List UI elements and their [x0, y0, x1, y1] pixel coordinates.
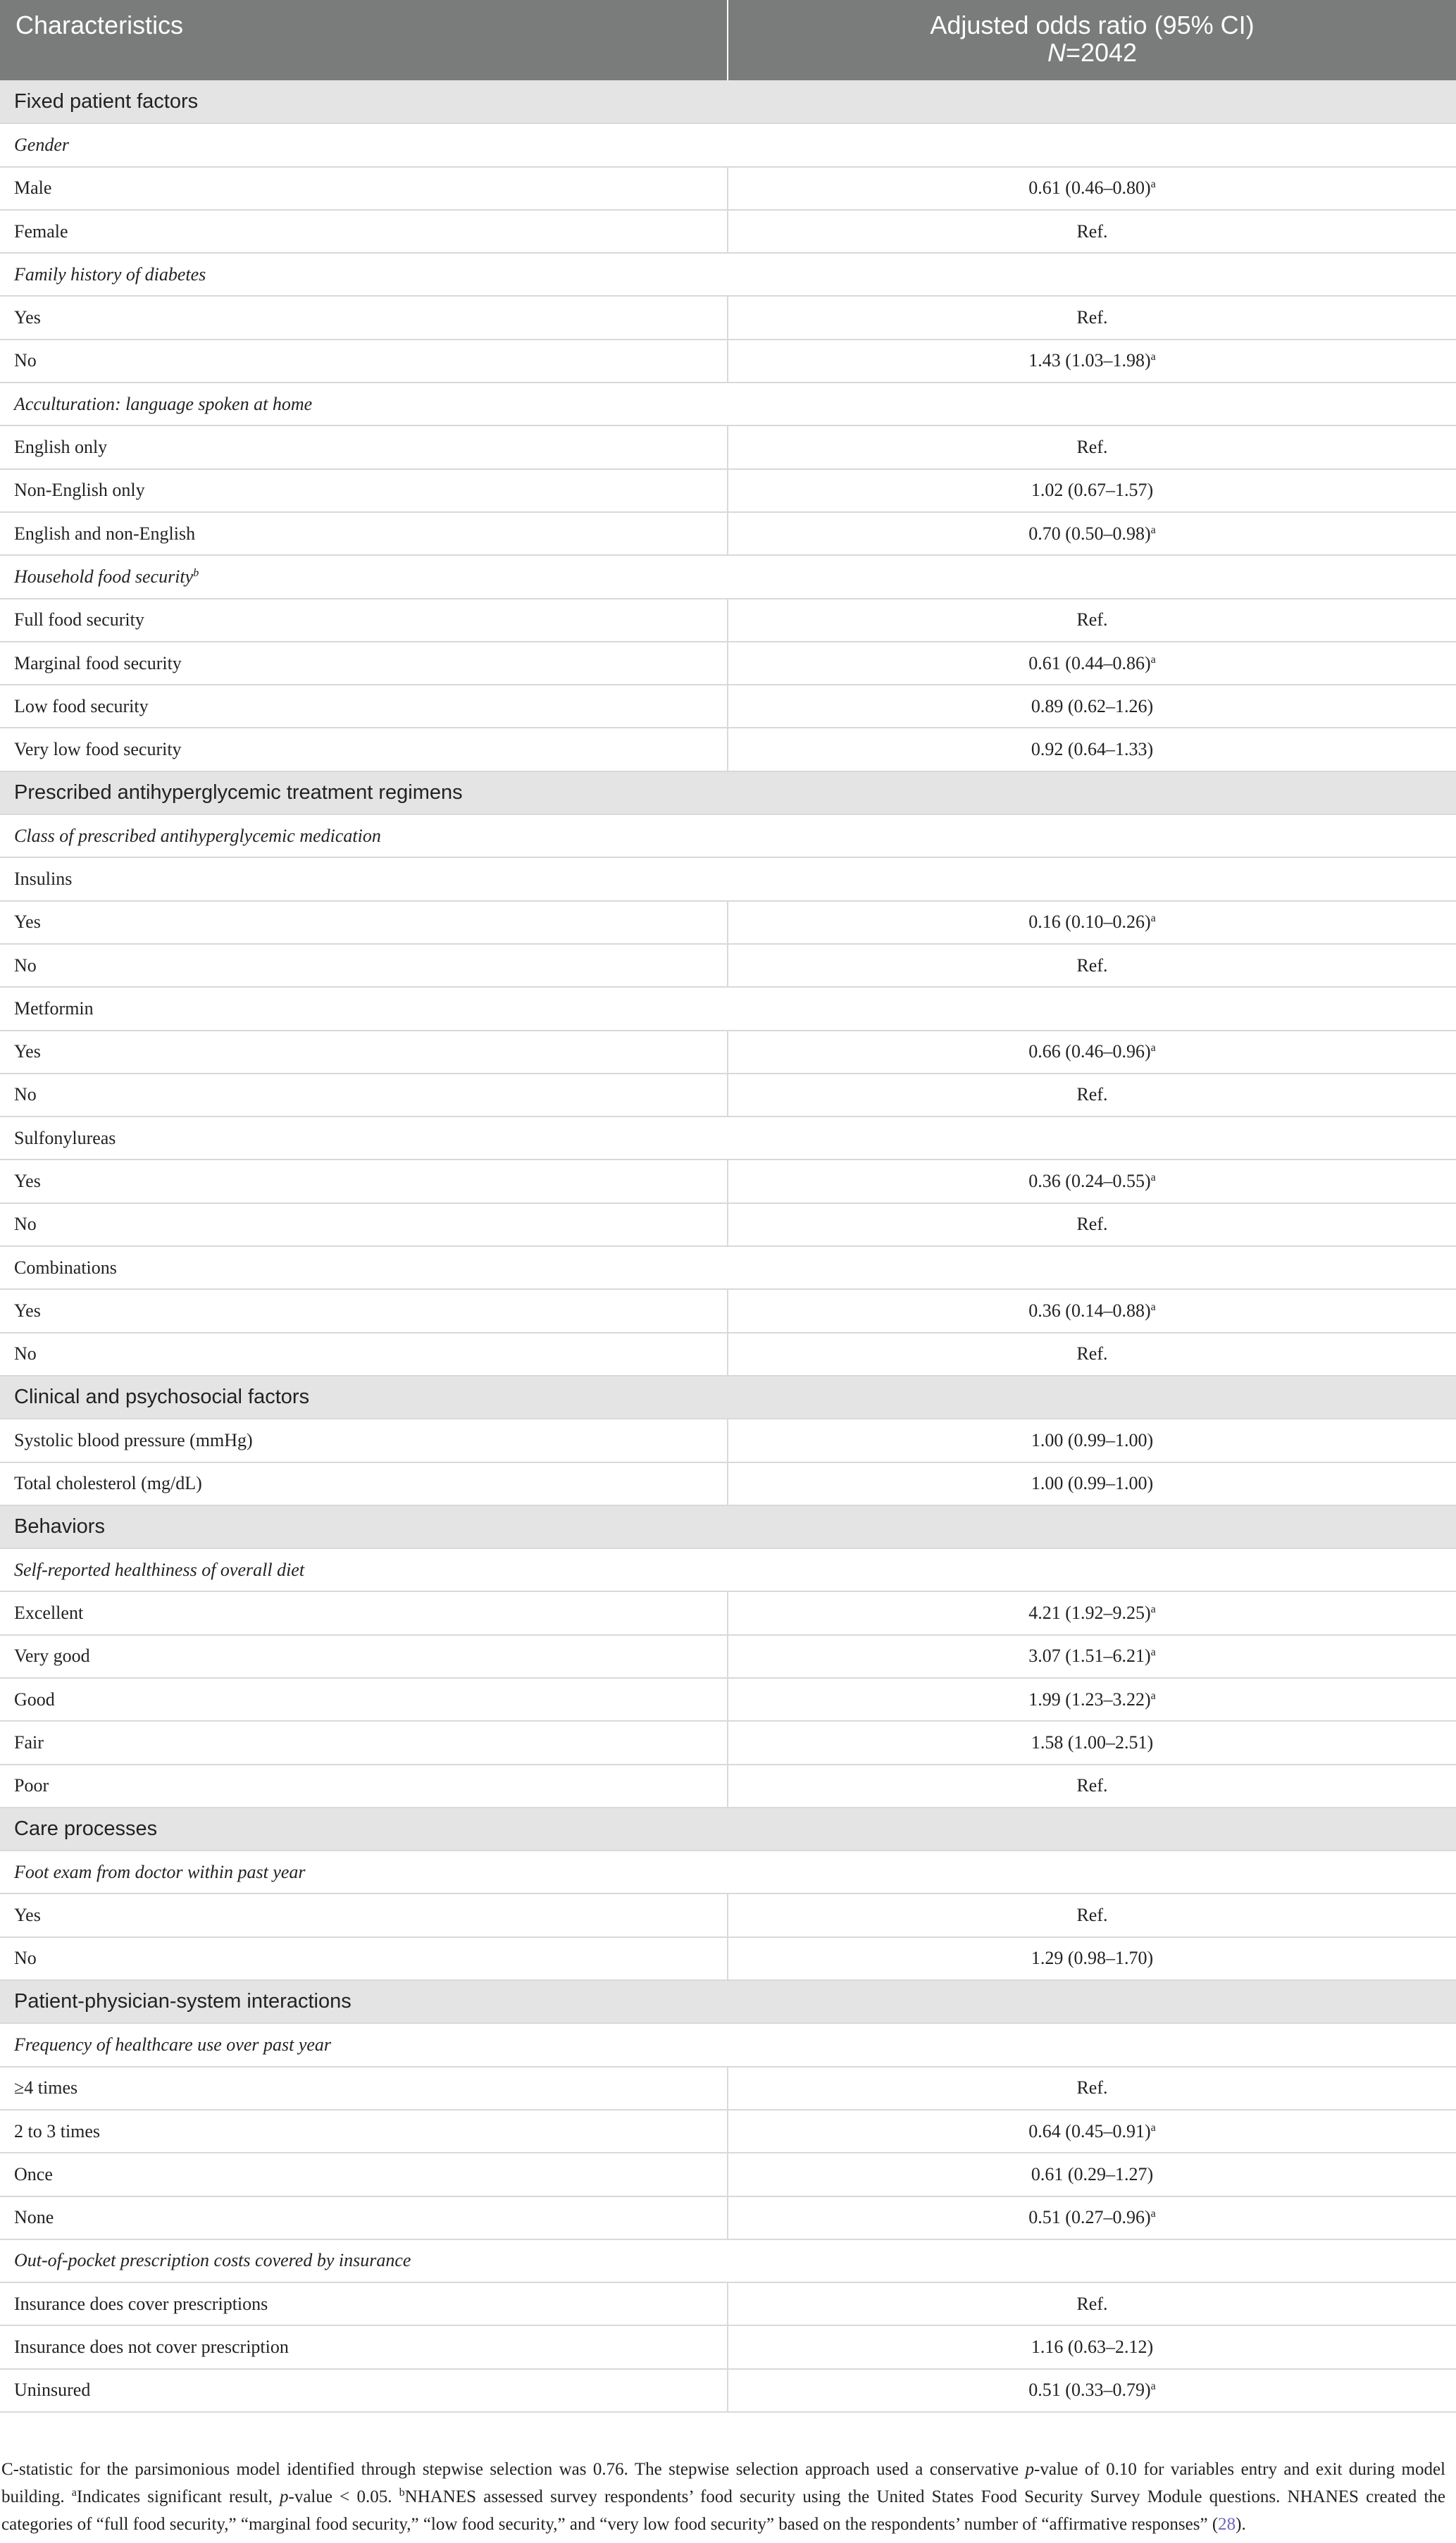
row-value: [728, 1591, 1456, 1634]
table-row: [0, 2067, 1456, 2110]
odds-ratio-value: 0.61 (0.46–0.80): [1028, 178, 1151, 199]
footnote-marker: a: [1150, 1171, 1156, 1184]
row-value: [728, 685, 1456, 728]
footnote-marker: a: [71, 2487, 77, 2499]
reference-link[interactable]: 28: [1218, 2515, 1236, 2534]
group-row: [0, 383, 1456, 425]
table-row: [0, 685, 1456, 728]
group-family-history: Family history of diabetes: [0, 253, 1456, 296]
odds-ratio-value: 0.51 (0.27–0.96): [1028, 2207, 1151, 2228]
odds-ratio-value: 3.07 (1.51–6.21): [1028, 1646, 1151, 1667]
row-value: [728, 1462, 1456, 1505]
group-row: [0, 814, 1456, 857]
row-label: Marginal food security: [0, 642, 728, 685]
footnote-italic-p: p: [1025, 2460, 1035, 2479]
odds-ratio-value: 0.61 (0.44–0.86): [1028, 652, 1151, 673]
subgroup-row: [0, 1117, 1456, 1159]
row-label: Non-English only: [0, 469, 728, 512]
row-label: No: [0, 1937, 728, 1980]
row-label: English and non-English: [0, 512, 728, 555]
table-row: [0, 2110, 1456, 2153]
row-value: [728, 469, 1456, 512]
row-value: [728, 1159, 1456, 1202]
odds-ratio-value: Ref.: [1076, 1905, 1108, 1926]
odds-ratio-value: 1.43 (1.03–1.98): [1028, 350, 1151, 371]
table-row: [0, 1462, 1456, 1505]
odds-ratio-value: Ref.: [1076, 609, 1108, 630]
row-value: [728, 1074, 1456, 1117]
row-label: 2 to 3 times: [0, 2110, 728, 2153]
row-value: [728, 599, 1456, 642]
table-row: [0, 1894, 1456, 1936]
row-value: [728, 210, 1456, 253]
row-value: [728, 1937, 1456, 1980]
row-value: [728, 1289, 1456, 1332]
footnote-text: Indicates significant result,: [76, 2487, 280, 2506]
row-value: [728, 1765, 1456, 1808]
odds-ratio-value: 0.92 (0.64–1.33): [1031, 739, 1154, 760]
row-label: Poor: [0, 1765, 728, 1808]
row-value: [728, 512, 1456, 555]
odds-ratio-value: 4.21 (1.92–9.25): [1028, 1603, 1151, 1624]
row-value: [728, 2325, 1456, 2368]
section-treatment-regimens: Prescribed antihyperglycemic treatment regimens: [0, 771, 1456, 814]
row-value: [728, 1721, 1456, 1764]
group-food-security-label: Household food security: [14, 566, 194, 587]
table-row: [0, 642, 1456, 685]
footnote-marker: a: [1150, 1042, 1156, 1055]
footnote-marker: b: [399, 2487, 405, 2499]
table-footnote: [1, 2456, 1445, 2538]
table-row: [0, 1031, 1456, 1074]
section-interactions: Patient-physician-system interactions: [0, 1980, 1456, 2023]
odds-ratio-value: 0.51 (0.33–0.79): [1028, 2380, 1151, 2401]
table-row: [0, 2325, 1456, 2368]
row-label: No: [0, 340, 728, 383]
row-label: No: [0, 1203, 728, 1246]
row-label: Yes: [0, 1159, 728, 1202]
row-label: Insurance does not cover prescription: [0, 2325, 728, 2368]
header-n-label: N: [1047, 38, 1066, 67]
footnote-text: NHANES assessed survey respondents’ food security using the United States Food Security Survey Module questions. NHANES created the categories of “full food security,” “marginal food security,” “low food security,” and “very low food security” based on the respondents’ number of “affirmative responses” (: [1, 2487, 1445, 2534]
odds-ratio-value: 0.64 (0.45–0.91): [1028, 2120, 1151, 2141]
table-row: [0, 2153, 1456, 2196]
table-row: [0, 167, 1456, 210]
table-row: [0, 728, 1456, 771]
group-foot-exam: Foot exam from doctor within past year: [0, 1851, 1456, 1894]
table-row: [0, 2282, 1456, 2325]
odds-ratio-value: 0.70 (0.50–0.98): [1028, 523, 1151, 544]
odds-ratio-value: 1.58 (1.00–2.51): [1031, 1731, 1154, 1753]
group-row: [0, 123, 1456, 166]
odds-ratio-value: Ref.: [1076, 220, 1108, 242]
row-value: [728, 944, 1456, 987]
footnote-text: -value < 0.05.: [288, 2487, 399, 2506]
row-label: Very good: [0, 1635, 728, 1678]
section-row: [0, 1376, 1456, 1419]
subgroup-combinations: Combinations: [0, 1246, 1456, 1289]
row-value: [728, 1203, 1456, 1246]
row-value: [728, 728, 1456, 771]
footnote-marker: a: [1150, 2208, 1156, 2220]
table-row: [0, 599, 1456, 642]
group-row: [0, 1548, 1456, 1591]
row-value: [728, 1333, 1456, 1376]
row-value: [728, 1419, 1456, 1462]
section-fixed-patient-factors: Fixed patient factors: [0, 80, 1456, 123]
table-row: [0, 1635, 1456, 1678]
row-value: [728, 425, 1456, 468]
row-value: [728, 901, 1456, 944]
odds-ratio-value: 0.36 (0.24–0.55): [1028, 1171, 1151, 1192]
row-label: Uninsured: [0, 2369, 728, 2412]
row-value: [728, 642, 1456, 685]
row-value: [728, 1678, 1456, 1721]
footnote-text: -value of 0.10 for variables entry and exit during model building.: [1, 2460, 1445, 2506]
table-row: [0, 1203, 1456, 1246]
odds-ratio-value: Ref.: [1076, 1343, 1108, 1364]
footnote-marker: b: [193, 566, 199, 579]
row-value: [728, 2067, 1456, 2110]
row-value: [728, 2196, 1456, 2239]
table-row: [0, 1765, 1456, 1808]
footnote-marker: a: [1150, 653, 1156, 666]
row-value: [728, 2369, 1456, 2412]
row-value: [728, 340, 1456, 383]
section-row: [0, 1980, 1456, 2023]
footnote-marker: a: [1150, 1646, 1156, 1659]
group-row: [0, 2023, 1456, 2066]
section-row: [0, 1505, 1456, 1548]
row-label: Insurance does cover prescriptions: [0, 2282, 728, 2325]
row-label: No: [0, 1074, 728, 1117]
row-label: Good: [0, 1678, 728, 1721]
row-value: [728, 2110, 1456, 2153]
group-gender: Gender: [0, 123, 1456, 166]
table-row: [0, 469, 1456, 512]
subgroup-row: [0, 857, 1456, 900]
footnote-text: ).: [1236, 2515, 1246, 2534]
odds-ratio-value: Ref.: [1076, 1214, 1108, 1235]
odds-ratio-value: 0.36 (0.14–0.88): [1028, 1300, 1151, 1321]
group-row: [0, 2239, 1456, 2282]
table-row: [0, 210, 1456, 253]
table-row: [0, 340, 1456, 383]
table-row: [0, 1419, 1456, 1462]
footnote-text: C-statistic for the parsimonious model identified through stepwise selection was 0.76. The stepwise selection approach used a conservative: [1, 2460, 1026, 2479]
table-header-row: [0, 0, 1456, 80]
row-label: English only: [0, 425, 728, 468]
odds-ratio-value: Ref.: [1076, 437, 1108, 458]
footnote-marker: a: [1150, 2380, 1156, 2393]
table-row: [0, 944, 1456, 987]
section-row: [0, 771, 1456, 814]
odds-ratio-value: 1.99 (1.23–3.22): [1028, 1689, 1151, 1710]
table-row: [0, 1074, 1456, 1117]
footnote-marker: a: [1150, 1603, 1156, 1616]
group-food-security: [0, 555, 1456, 598]
row-label: Yes: [0, 1289, 728, 1332]
odds-ratio-value: Ref.: [1076, 1775, 1108, 1796]
row-label: Full food security: [0, 599, 728, 642]
footnote-marker: a: [1150, 523, 1156, 536]
row-label: Low food security: [0, 685, 728, 728]
odds-ratio-value: 1.29 (0.98–1.70): [1031, 1948, 1154, 1969]
subgroup-sulfonylureas: Sulfonylureas: [0, 1117, 1456, 1159]
table-row: [0, 1678, 1456, 1721]
group-healthcare-use: Frequency of healthcare use over past year: [0, 2023, 1456, 2066]
group-oop-costs: Out-of-pocket prescription costs covered by insurance: [0, 2239, 1456, 2282]
odds-ratio-value: 0.66 (0.46–0.96): [1028, 1041, 1151, 1062]
table-row: [0, 2369, 1456, 2412]
odds-ratio-value: Ref.: [1076, 2293, 1108, 2314]
subgroup-metformin: Metformin: [0, 987, 1456, 1030]
row-label: Yes: [0, 1894, 728, 1936]
odds-ratio-value: Ref.: [1076, 2077, 1108, 2099]
row-label: Yes: [0, 901, 728, 944]
odds-ratio-value: Ref.: [1076, 1084, 1108, 1105]
odds-ratio-value: 0.16 (0.10–0.26): [1028, 912, 1151, 933]
table-row: [0, 901, 1456, 944]
odds-ratio-value: 1.00 (0.99–1.00): [1031, 1473, 1154, 1494]
row-value: [728, 1031, 1456, 1074]
footnote-marker: a: [1150, 178, 1156, 191]
row-label: Systolic blood pressure (mmHg): [0, 1419, 728, 1462]
row-label: ≥4 times: [0, 2067, 728, 2110]
group-row: [0, 253, 1456, 296]
subgroup-row: [0, 987, 1456, 1030]
table-row: [0, 425, 1456, 468]
footnote-marker: a: [1150, 2121, 1156, 2134]
row-label: Yes: [0, 296, 728, 339]
header-characteristics: Characteristics: [0, 0, 728, 80]
footnote-marker: a: [1150, 1689, 1156, 1702]
odds-ratio-value: 1.02 (0.67–1.57): [1031, 480, 1154, 501]
row-value: [728, 296, 1456, 339]
footnote-marker: a: [1150, 1300, 1156, 1313]
odds-ratio-value: 0.89 (0.62–1.26): [1031, 695, 1154, 716]
odds-ratio-value: Ref.: [1076, 307, 1108, 328]
section-clinical-factors: Clinical and psychosocial factors: [0, 1376, 1456, 1419]
table-row: [0, 1159, 1456, 1202]
row-label: Very low food security: [0, 728, 728, 771]
row-label: None: [0, 2196, 728, 2239]
row-label: Total cholesterol (mg/dL): [0, 1462, 728, 1505]
header-odds-ratio-label: Adjusted odds ratio (95% CI): [930, 11, 1255, 39]
row-label: No: [0, 944, 728, 987]
group-medication-class: Class of prescribed antihyperglycemic medication: [0, 814, 1456, 857]
section-behaviors: Behaviors: [0, 1505, 1456, 1548]
row-value: [728, 167, 1456, 210]
group-diet: Self-reported healthiness of overall diet: [0, 1548, 1456, 1591]
header-n-value: =2042: [1065, 38, 1138, 67]
subgroup-insulins: Insulins: [0, 857, 1456, 900]
row-label: Fair: [0, 1721, 728, 1764]
table-row: [0, 512, 1456, 555]
group-row: [0, 1851, 1456, 1894]
odds-ratio-value: 0.61 (0.29–1.27): [1031, 2163, 1154, 2184]
row-label: No: [0, 1333, 728, 1376]
table-row: [0, 1591, 1456, 1634]
section-row: [0, 80, 1456, 123]
odds-ratio-value: 1.00 (0.99–1.00): [1031, 1429, 1154, 1450]
row-label: Female: [0, 210, 728, 253]
section-care-processes: Care processes: [0, 1808, 1456, 1851]
table-row: [0, 296, 1456, 339]
row-label: Excellent: [0, 1591, 728, 1634]
table-row: [0, 1333, 1456, 1376]
row-value: [728, 1635, 1456, 1678]
row-value: [728, 2153, 1456, 2196]
row-label: Yes: [0, 1031, 728, 1074]
odds-ratio-value: Ref.: [1076, 955, 1108, 976]
row-label: Male: [0, 167, 728, 210]
header-odds-ratio: [728, 0, 1456, 80]
table-row: [0, 1289, 1456, 1332]
group-row: [0, 555, 1456, 598]
footnote-italic-p: p: [280, 2487, 289, 2506]
subgroup-row: [0, 1246, 1456, 1289]
section-row: [0, 1808, 1456, 1851]
table-row: [0, 2196, 1456, 2239]
footnote-marker: a: [1150, 351, 1156, 363]
row-value: [728, 2282, 1456, 2325]
row-value: [728, 1894, 1456, 1936]
odds-ratio-value: 1.16 (0.63–2.12): [1031, 2337, 1154, 2358]
group-acculturation: Acculturation: language spoken at home: [0, 383, 1456, 425]
table-row: [0, 1937, 1456, 1980]
footnote-marker: a: [1150, 912, 1156, 925]
table-row: [0, 1721, 1456, 1764]
row-label: Once: [0, 2153, 728, 2196]
